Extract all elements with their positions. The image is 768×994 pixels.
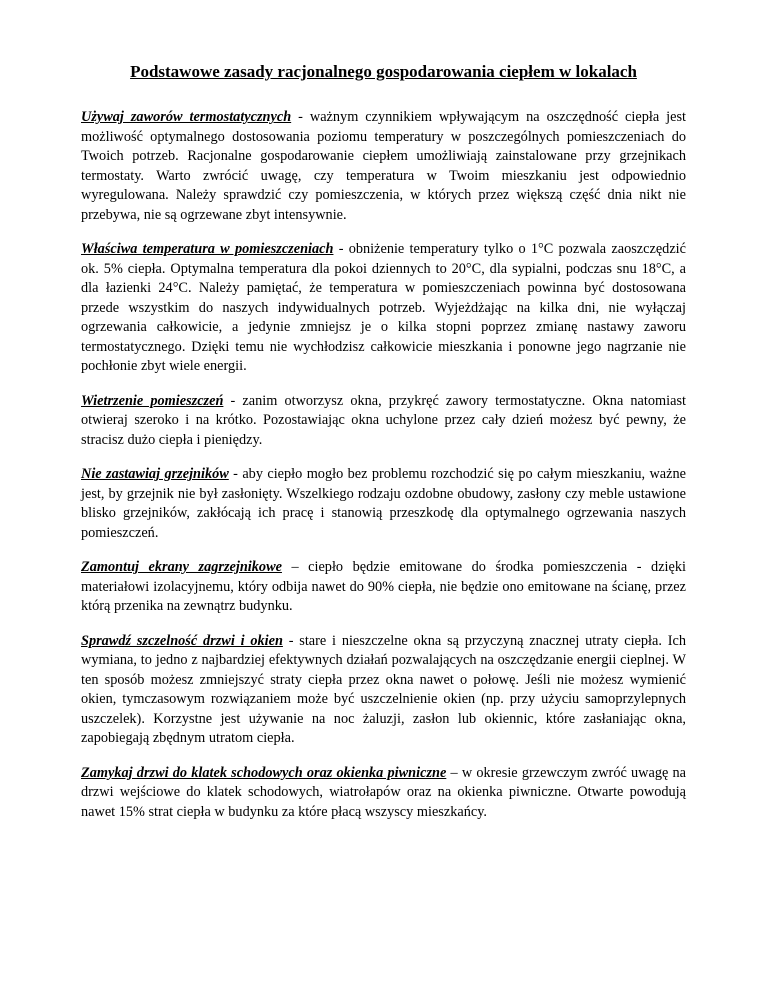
section-text: – ciepło będzie emitowane do środka pomieszczenia - dzięki materiałowi izolacyjnemu, który odbija nawet do 90% ciepła, nie będzie ono emitowane na ścianę, przez którą przenika na zewnątrz budynku. <box>81 559 686 615</box>
section-text: - obniżenie temperatury tylko o 1°C pozwala zaoszczędzić ok. 5% ciepła. Optymalna temperatura dla pokoi dziennych to 20°C, dla sypialni, podczas snu 18°C, a dla łazienki 24°C. Należy pamiętać, że temperatura w pomieszczeniach powinna być dostosowana przede wszystkim do naszych indywidualnych potrzeb. Wyjeżdżając na kilka dni, nie wyłączaj ogrzewania całkowicie, a jedynie zmniejsz je o kilka stopni poprzez zmianę nastawy zaworu termostatycznego. Dzięki temu nie wychłodzisz całkowicie mieszkania i ponowne jego nagrzanie nie pochłonie zbyt wiele energii. <box>81 241 686 375</box>
section-text: - zanim otworzysz okna, przykręć zawory termostatyczne. Okna natomiast otwieraj szeroko i na krótko. Pozostawiając okna uchylone przez cały dzień możesz być pewny, że stracisz dużo ciepła i pieniędzy. <box>81 392 687 448</box>
document-title: Podstawowe zasady racjonalnego gospodarowania ciepłem w lokalach <box>130 62 637 81</box>
section-heading: Nie zastawiaj grzejników <box>81 466 229 483</box>
section-radiator-screens <box>81 558 686 617</box>
section-proper-temperature <box>81 240 686 377</box>
section-staircase-doors <box>81 764 686 823</box>
section-text: - aby ciepło mogło bez problemu rozchodzić się po całym mieszkaniu, ważne jest, by grzejnik nie był zasłonięty. Wszelkiego rodzaju ozdobne obudowy, zasłony czy meble ustawione blisko grzejników, zakłócają ich pracę i stanowią przeszkodę dla optymalnego ogrzewania naszych pomieszczeń. <box>81 466 686 541</box>
section-text: – w okresie grzewczym zwróć uwagę na drzwi wejściowe do klatek schodowych, wiatrołapów oraz na okienka piwniczne. Otwarte powodują nawet 15% strat ciepła w budynku za które płacą wszyscy mieszkańcy. <box>81 764 686 820</box>
section-ventilation <box>81 392 686 451</box>
section-heading: Sprawdź szczelność drzwi i okien <box>81 632 283 649</box>
section-doors-windows <box>81 632 686 749</box>
section-radiators <box>81 465 686 543</box>
section-heading: Zamontuj ekrany zagrzejnikowe <box>81 559 282 576</box>
section-heading: Wietrzenie pomieszczeń <box>81 392 224 409</box>
section-heading: Zamykaj drzwi do klatek schodowych oraz okienka piwniczne <box>81 764 447 781</box>
section-heading: Używaj zaworów termostatycznych <box>81 109 292 126</box>
section-heading: Właściwa temperatura w pomieszczeniach <box>81 241 334 258</box>
section-text: - stare i nieszczelne okna są przyczyną znacznej utraty ciepła. Ich wymiana, to jedno z najbardziej efektywnych działań pozwalających na oszczędzanie energii cieplnej. W ten sposób możesz zmniejszyć straty ciepła przez okna nawet o połowę. Jeśli nie możesz wymienić okien, tymczasowym rozwiązaniem może być uszczelnienie okien (np. przy użyciu samoprzylepnych uszczelek). Korzystne jest używanie na noc żaluzji, zasłon lub okiennic, które zasłaniając okna, zapobiegają zbędnym utratom ciepła. <box>81 632 686 747</box>
section-thermostatic-valves <box>81 108 686 225</box>
section-text: - ważnym czynnikiem wpływającym na oszczędność ciepła jest możliwość optymalnego dostosowania poziomu temperatury w poszczególnych pomieszczeniach do Twoich potrzeb. Racjonalne gospodarowanie ciepłem umożliwiają zainstalowane przy grzejnikach termostaty. Warto zwrócić uwagę, czy temperatura w Twoim mieszkaniu jest odpowiednio wyregulowana. Należy sprawdzić czy pomieszczenia, w których przez większą część dnia nikt nie przebywa, nie są ogrzewane zbyt intensywnie. <box>81 109 687 223</box>
